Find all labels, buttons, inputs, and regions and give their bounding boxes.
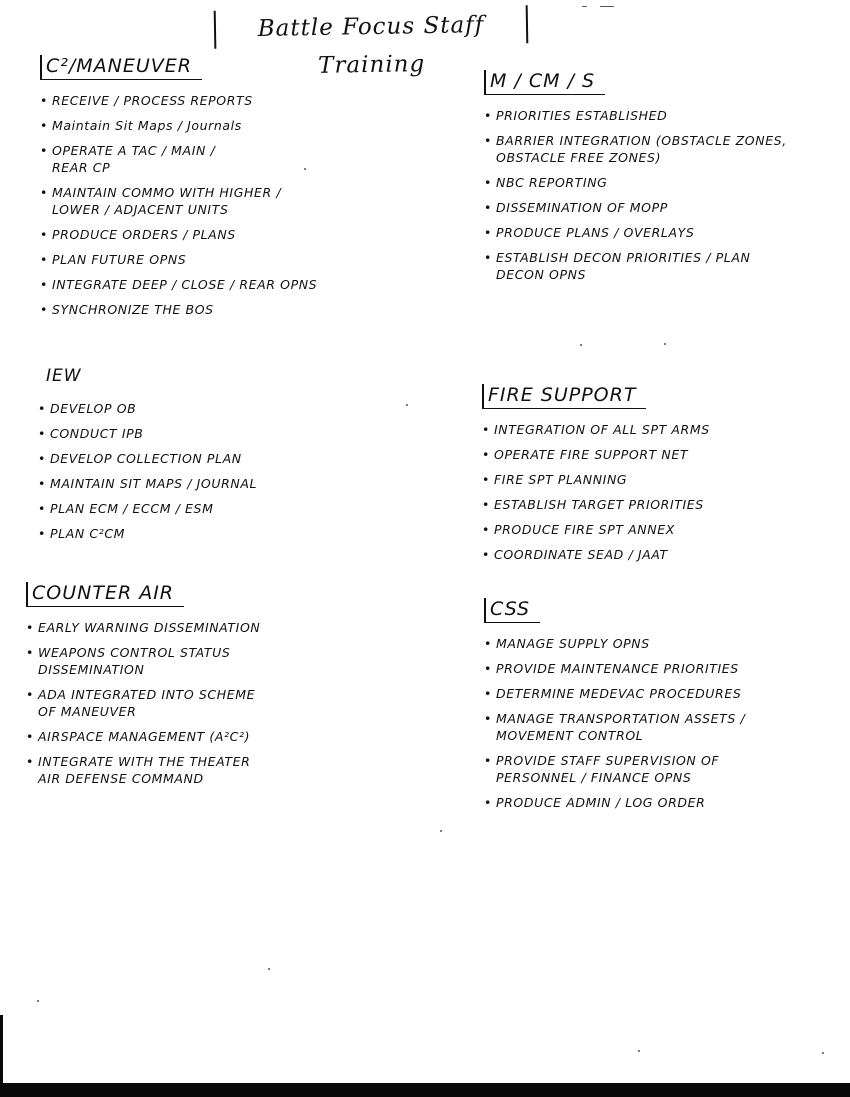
list-item: • DEVELOP COLLECTION PLAN (38, 450, 338, 467)
section-mcms (484, 70, 834, 291)
scan-speck (580, 344, 582, 346)
list-item: • PRODUCE PLANS / OVERLAYS (484, 224, 834, 241)
list-item: • RECEIVE / PROCESS REPORTS (40, 92, 400, 109)
list-item: • MAINTAIN SIT MAPS / JOURNAL (38, 475, 338, 492)
list-item: • INTEGRATION OF ALL SPT ARMS (482, 421, 822, 438)
scan-speck (664, 343, 666, 345)
section-fire-support (482, 384, 822, 571)
list-item: • MANAGE TRANSPORTATION ASSETS / MOVEMENT CONTROL (484, 710, 829, 744)
list-item: • DISSEMINATION OF MOPP (484, 199, 834, 216)
section-heading: FIRE SUPPORT (482, 384, 646, 409)
list-item: • MANAGE SUPPLY OPNS (484, 635, 829, 652)
list-item: • NBC REPORTING (484, 174, 834, 191)
list-item: • PLAN ECM / ECCM / ESM (38, 500, 338, 517)
section-c2-maneuver (40, 55, 400, 326)
list-item: • ESTABLISH DECON PRIORITIES / PLAN DECON OPNS (484, 249, 834, 283)
list-item: • FIRE SPT PLANNING (482, 471, 822, 488)
scan-speck (268, 968, 270, 970)
list-item: • INTEGRATE WITH THE THEATER AIR DEFENSE COMMAND (26, 753, 366, 787)
item-list (484, 107, 834, 283)
item-list (38, 400, 338, 542)
item-list (484, 635, 829, 811)
section-css (484, 598, 829, 819)
section-heading: COUNTER AIR (26, 582, 184, 607)
list-item: • OPERATE FIRE SUPPORT NET (482, 446, 822, 463)
list-item: • ESTABLISH TARGET PRIORITIES (482, 496, 822, 513)
item-list (482, 421, 822, 563)
scan-speck (638, 1050, 640, 1052)
scan-speck (440, 830, 442, 832)
item-list (26, 619, 366, 787)
page-title: Battle Focus Staff Training (214, 5, 529, 48)
list-item: • PLAN C²CM (38, 525, 338, 542)
list-item: • AIRSPACE MANAGEMENT (A²C²) (26, 728, 366, 745)
list-item: • SYNCHRONIZE THE BOS (40, 301, 400, 318)
scan-bottom-edge (0, 1083, 850, 1097)
list-item: • DEVELOP OB (38, 400, 338, 417)
scan-speck (822, 1052, 824, 1054)
list-item: • DETERMINE MEDEVAC PROCEDURES (484, 685, 829, 702)
section-heading: CSS (484, 598, 540, 623)
list-item: • BARRIER INTEGRATION (OBSTACLE ZONES, OBSTACLE FREE ZONES) (484, 132, 834, 166)
scan-speck (582, 6, 587, 7)
list-item: • CONDUCT IPB (38, 425, 338, 442)
list-item: • PRODUCE ADMIN / LOG ORDER (484, 794, 829, 811)
scan-speck (406, 404, 408, 406)
list-item: • PRIORITIES ESTABLISHED (484, 107, 834, 124)
scan-speck (600, 6, 614, 7)
list-item: • PRODUCE ORDERS / PLANS (40, 226, 400, 243)
list-item: • OPERATE A TAC / MAIN / REAR CP (40, 142, 400, 176)
scan-speck (37, 1000, 39, 1002)
list-item: • COORDINATE SEAD / JAAT (482, 546, 822, 563)
scan-speck (304, 168, 306, 170)
list-item: • WEAPONS CONTROL STATUS DISSEMINATION (26, 644, 366, 678)
list-item: • PRODUCE FIRE SPT ANNEX (482, 521, 822, 538)
section-heading: IEW (46, 366, 82, 386)
list-item: • Maintain Sit Maps / Journals (40, 117, 400, 134)
section-counter-air (26, 582, 366, 795)
list-item: • PLAN FUTURE OPNS (40, 251, 400, 268)
list-item: • PROVIDE MAINTENANCE PRIORITIES (484, 660, 829, 677)
section-iew (38, 366, 338, 550)
scan-edge (0, 1015, 3, 1085)
list-item: • MAINTAIN COMMO WITH HIGHER / LOWER / ADJACENT UNITS (40, 184, 400, 218)
section-heading: C²/MANEUVER (40, 55, 202, 80)
item-list (40, 92, 400, 318)
list-item: • INTEGRATE DEEP / CLOSE / REAR OPNS (40, 276, 400, 293)
list-item: • ADA INTEGRATED INTO SCHEME OF MANEUVER (26, 686, 366, 720)
section-heading: M / CM / S (484, 70, 605, 95)
list-item: • EARLY WARNING DISSEMINATION (26, 619, 366, 636)
list-item: • PROVIDE STAFF SUPERVISION OF PERSONNEL / FINANCE OPNS (484, 752, 829, 786)
